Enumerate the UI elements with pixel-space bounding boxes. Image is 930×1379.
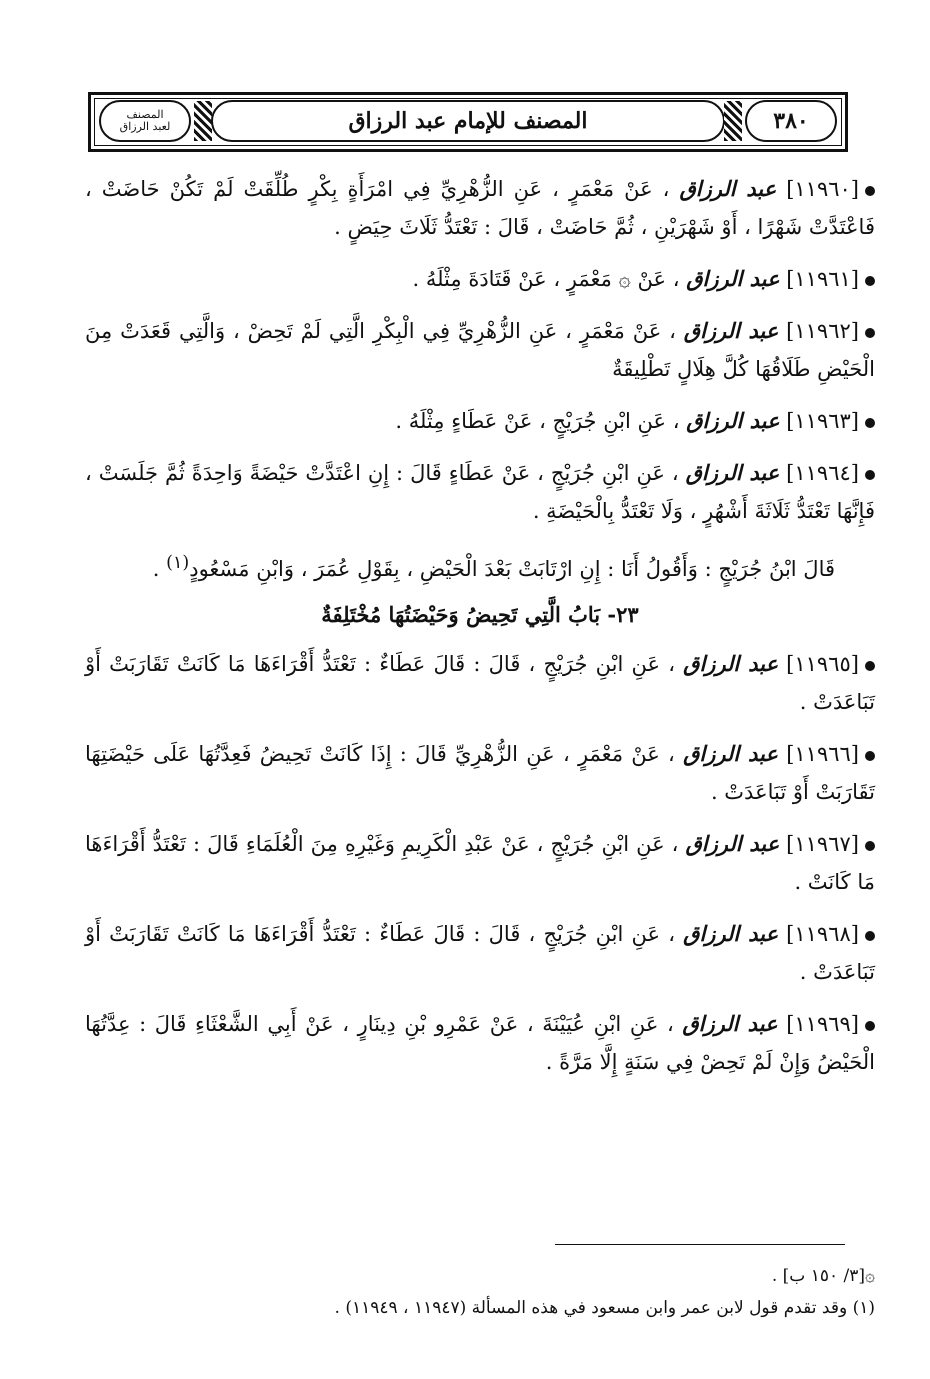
hadith-11965 xyxy=(85,645,875,721)
hadith-number: [١١٩٦١] xyxy=(786,267,859,291)
footnote-folio: ۞[٣/ ١٥٠ ب] . xyxy=(771,1266,875,1286)
hadith-text: ، عَنْ مَعْمَرٍ ، عَنِ الزُّهْرِيِّ قَالَ : إِذَا كَانَتْ تَحِيضُ فَعِدَّتُهَا عَلَى حَيْضَتِهَا تَقَارَبَتْ أَوْ تَبَاعَدَتْ . xyxy=(85,742,875,804)
page-number: ٣٨٠ xyxy=(745,100,837,142)
hadith-text: ، عَنْ مَعْمَرٍ ، عَنِ الزُّهْرِيِّ فِي الْبِكْرِ الَّتِي لَمْ تَحِضْ ، وَالَّتِي قَعَدَتْ مِنَ الْحَيْضِ طَلَاقُهَا كُلَّ هِلَالٍ تَطْلِيقَةٌ xyxy=(85,319,875,381)
note-end: . xyxy=(152,557,167,581)
ibn-jurayj-note xyxy=(85,544,875,588)
chapter-title: ٢٣- بَابُ الَّتِي تَحِيضُ وَحَيْضَتُهَا مُخْتَلِفَةٌ xyxy=(321,602,639,627)
emblem-line-1: المصنف xyxy=(126,108,164,121)
page-body xyxy=(85,170,875,1095)
hadith-number: [١١٩٦٣] xyxy=(786,409,859,433)
hadith-number: [١١٩٦٩] xyxy=(786,1012,859,1036)
bullet-icon xyxy=(865,661,875,671)
ornament-icon xyxy=(194,101,212,141)
hadith-11966 xyxy=(85,735,875,811)
hadith-11964 xyxy=(85,454,875,530)
hadith-11960 xyxy=(85,170,875,246)
bullet-icon xyxy=(865,328,875,338)
bullet-icon xyxy=(865,931,875,941)
narrator-name: عبد الرزاق xyxy=(683,921,778,946)
narrator-name: عبد الرزاق xyxy=(686,266,780,291)
hadith-11967 xyxy=(85,825,875,901)
hadith-number: [١١٩٦٨] xyxy=(786,922,859,946)
hadith-number: [١١٩٦٥] xyxy=(786,652,859,676)
hadith-11961 xyxy=(85,260,875,298)
bullet-icon xyxy=(865,1021,875,1031)
narrator-name: عبد الرزاق xyxy=(686,408,780,433)
hadith-text: ، عَنِ ابْنِ عُيَيْنَةَ ، عَنْ عَمْرِو بْنِ دِينَارٍ ، عَنْ أَبِي الشَّعْثَاءِ قَالَ : عِدَّتُهَا الْحَيْضُ وَإِنْ لَمْ تَحِضْ فِي سَنَةٍ إِلَّا مَرَّةً . xyxy=(85,1012,875,1074)
hadith-number: [١١٩٦٢] xyxy=(786,319,859,343)
narrator-name: عبد الرزاق xyxy=(685,831,780,856)
hadith-text: ، عَنِ ابْنِ جُرَيْجٍ ، قَالَ : قَالَ عَطَاءٌ : تَعْتَدُّ أَقْرَاءَهَا مَا كَانَتْ تَقَارَبَتْ أَوْ تَبَاعَدَتْ . xyxy=(85,652,875,714)
bullet-icon xyxy=(865,470,875,480)
ornament-icon xyxy=(724,101,742,141)
footnotes xyxy=(85,1260,875,1324)
hadith-11962 xyxy=(85,312,875,388)
hadith-text: ، عَنْ ۞ مَعْمَرٍ ، عَنْ قَتَادَةَ مِثْلَهُ . xyxy=(412,267,680,291)
page-header xyxy=(88,92,848,152)
emblem-line-2: لعبد الرزاق xyxy=(119,120,171,133)
hadith-text: ، عَنْ مَعْمَرٍ ، عَنِ الزُّهْرِيِّ فِي امْرَأَةٍ بِكْرٍ طُلِّقَتْ لَمْ تَكُنْ حَاضَتْ ، فَاعْتَدَّتْ شَهْرًا ، أَوْ شَهْرَيْنِ ، ثُمَّ حَاضَتْ ، قَالَ : تَعْتَدُّ ثَلَاثَ حِيَضٍ . xyxy=(85,177,875,239)
narrator-name: عبد الرزاق xyxy=(683,318,779,343)
hadith-text: ، عَنِ ابْنِ جُرَيْجٍ ، عَنْ عَطَاءٍ قَالَ : إِنِ اعْتَدَّتْ حَيْضَةً وَاحِدَةً ثُمَّ جَلَسَتْ ، فَإِنَّهَا تَعْتَدُّ ثَلَاثَةَ أَشْهُرٍ ، وَلَا تَعْتَدُّ بِالْحَيْضَةِ . xyxy=(85,461,875,523)
hadith-11963 xyxy=(85,402,875,440)
footnote-1: (١) وقد تقدم قول لابن عمر وابن مسعود في هذه المسألة (١١٩٤٧ ، ١١٩٤٩) . xyxy=(334,1298,875,1318)
narrator-name: عبد الرزاق xyxy=(683,741,778,766)
bullet-icon xyxy=(865,276,875,286)
narrator-name: عبد الرزاق xyxy=(683,651,778,676)
hadith-number: [١١٩٦٧] xyxy=(786,832,859,856)
footnote-divider xyxy=(555,1244,845,1245)
hadith-number: [١١٩٦٠] xyxy=(786,177,859,201)
bullet-icon xyxy=(865,418,875,428)
hadith-text: ، عَنِ ابْنِ جُرَيْجٍ ، عَنْ عَطَاءٍ مِثْلَهُ . xyxy=(395,409,680,433)
bullet-icon xyxy=(865,186,875,196)
note-text: قَالَ ابْنُ جُرَيْجٍ : وَأَقُولُ أَنَا : إِنِ ارْتَابَتْ بَعْدَ الْحَيْضِ ، بِقَوْلِ عُمَرَ ، وَابْنِ مَسْعُودٍ xyxy=(189,557,835,581)
narrator-name: عبد الرزاق xyxy=(682,1011,778,1036)
footnote-ref[interactable]: (١) xyxy=(166,553,190,573)
hadith-11969 xyxy=(85,1005,875,1081)
bullet-icon xyxy=(865,751,875,761)
hadith-text: ، عَنِ ابْنِ جُرَيْجٍ ، قَالَ : قَالَ عَطَاءٌ : تَعْتَدُّ أَقْرَاءَهَا مَا كَانَتْ تَقَارَبَتْ أَوْ تَبَاعَدَتْ . xyxy=(85,922,875,984)
hadith-11968 xyxy=(85,915,875,991)
bullet-icon xyxy=(865,841,875,851)
header-emblem xyxy=(99,100,191,142)
hadith-number: [١١٩٦٤] xyxy=(786,461,859,485)
running-title: المصنف للإمام عبد الرزاق xyxy=(211,100,725,142)
hadith-number: [١١٩٦٦] xyxy=(786,742,859,766)
narrator-name: عبد الرزاق xyxy=(679,176,777,201)
hadith-text: ، عَنِ ابْنِ جُرَيْجٍ ، عَنْ عَبْدِ الْكَرِيمِ وَغَيْرِهِ مِنَ الْعُلَمَاءِ قَالَ : تَعْتَدُّ أَقْرَاءَهَا مَا كَانَتْ . xyxy=(85,832,875,894)
narrator-name: عبد الرزاق xyxy=(685,460,780,485)
